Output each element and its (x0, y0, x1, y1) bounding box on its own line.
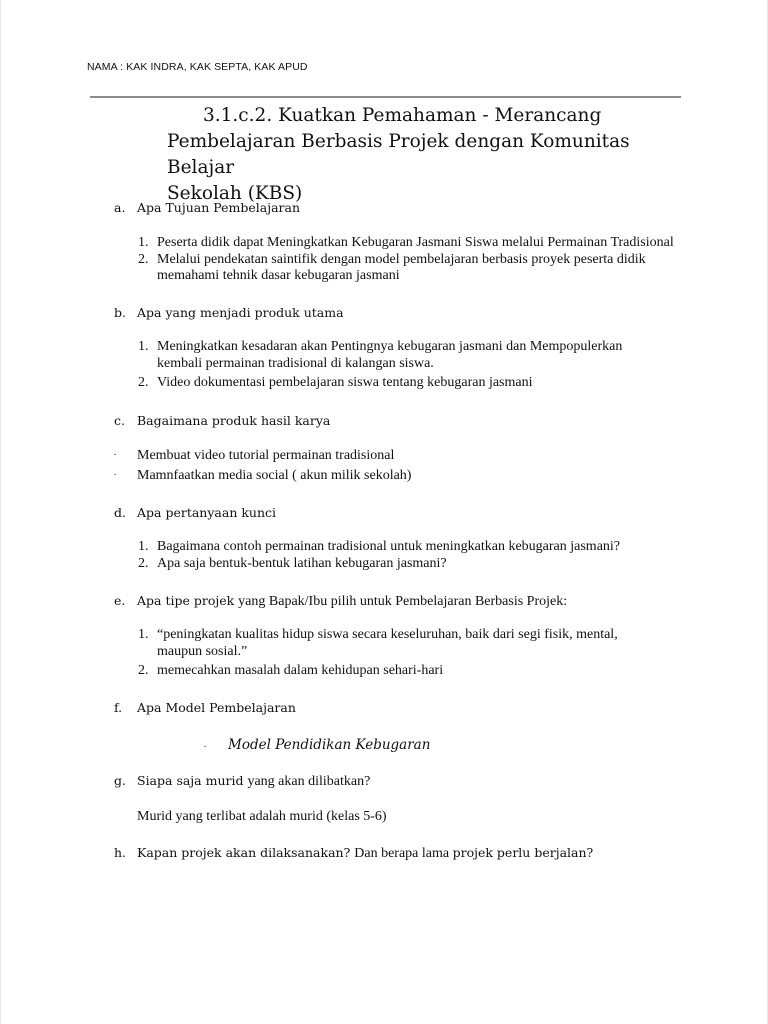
section-label: Apa pertanyaan kunci (137, 505, 277, 520)
list-item: . Membuat video tutorial permainan tradisional (114, 446, 674, 466)
section-letter: c. (114, 413, 125, 428)
section-label: Siapa saja murid yang akan dilibatkan? (137, 773, 371, 789)
learning-model: Model Pendidikan Kebugaran (228, 737, 431, 753)
list-item: 2. memecahkan masalah dalam kehidupan sehari-hari (138, 663, 444, 678)
section-label: Bagaimana produk hasil karya (137, 413, 331, 428)
page-title (167, 103, 677, 207)
section-letter: a. (114, 200, 126, 215)
bullet-dot: . (114, 447, 117, 457)
list-item: 1. Peserta didik dapat Meningkatkan Kebugaran Jasmani Siswa melalui Permainan Tradisional (138, 235, 674, 250)
header-divider (90, 96, 681, 98)
section-letter: d. (114, 505, 126, 520)
section-e-list (138, 627, 678, 680)
bullet-dot: . (114, 467, 117, 477)
section-b-list (138, 339, 678, 392)
section-letter: h. (114, 845, 127, 860)
section-letter: g. (114, 773, 126, 788)
list-item: 1. “peningkatan kualitas hidup siswa secara keseluruhan, baik dari segi fisik, mental, maupun sosial.” (138, 627, 618, 659)
list-item: . Mamnfaatkan media social ( akun milik sekolah) (114, 466, 674, 486)
section-c-list (114, 446, 674, 486)
section-letter: e. (114, 593, 126, 608)
section-label: Kapan projek akan dilaksanakan? Dan berapa lama projek perlu berjalan? (137, 845, 594, 861)
section-a-list (138, 235, 678, 285)
section-letter: b. (114, 305, 126, 320)
bullet-dot: . (204, 739, 207, 749)
list-item: 2. Apa saja bentuk-bentuk latihan kebugaran jasmani? (138, 555, 447, 571)
section-label: Apa tipe projek yang Bapak/Ibu pilih untuk Pembelajaran Berbasis Projek: (137, 593, 568, 609)
section-g-answer: Murid yang terlibat adalah murid (kelas 5-6) (137, 809, 387, 824)
title-line-3: Sekolah (KBS) (167, 183, 303, 204)
section-d-list (138, 539, 678, 572)
title-line-2: Pembelajaran Berbasis Projek dengan Komunitas Belajar (167, 131, 630, 178)
list-item: 1. Bagaimana contoh permainan tradisional untuk meningkatkan kebugaran jasmani? (138, 539, 621, 554)
list-item: 2. Video dokumentasi pembelajaran siswa tentang kebugaran jasmani (138, 375, 533, 390)
section-label: Apa Model Pembelajaran (137, 700, 296, 715)
section-label: Apa yang menjadi produk utama (137, 305, 344, 320)
title-line-1: 3.1.c.2. Kuatkan Pemahaman - Merancang (203, 105, 602, 126)
section-label: Apa Tujuan Pembelajaran (137, 200, 301, 215)
author-names: NAMA : KAK INDRA, KAK SEPTA, KAK APUD (87, 61, 308, 73)
list-item: 1. Meningkatkan kesadaran akan Pentingnya kebugaran jasmani dan Mempopulerkan kembali permainan tradisional di kalangan siswa. (138, 339, 623, 371)
list-item: 2. Melalui pendekatan saintifik dengan model pembelajaran berbasis proyek peserta didik memahami tehnik dasar kebugaran jasmani (138, 251, 646, 283)
section-letter: f. (114, 700, 123, 715)
